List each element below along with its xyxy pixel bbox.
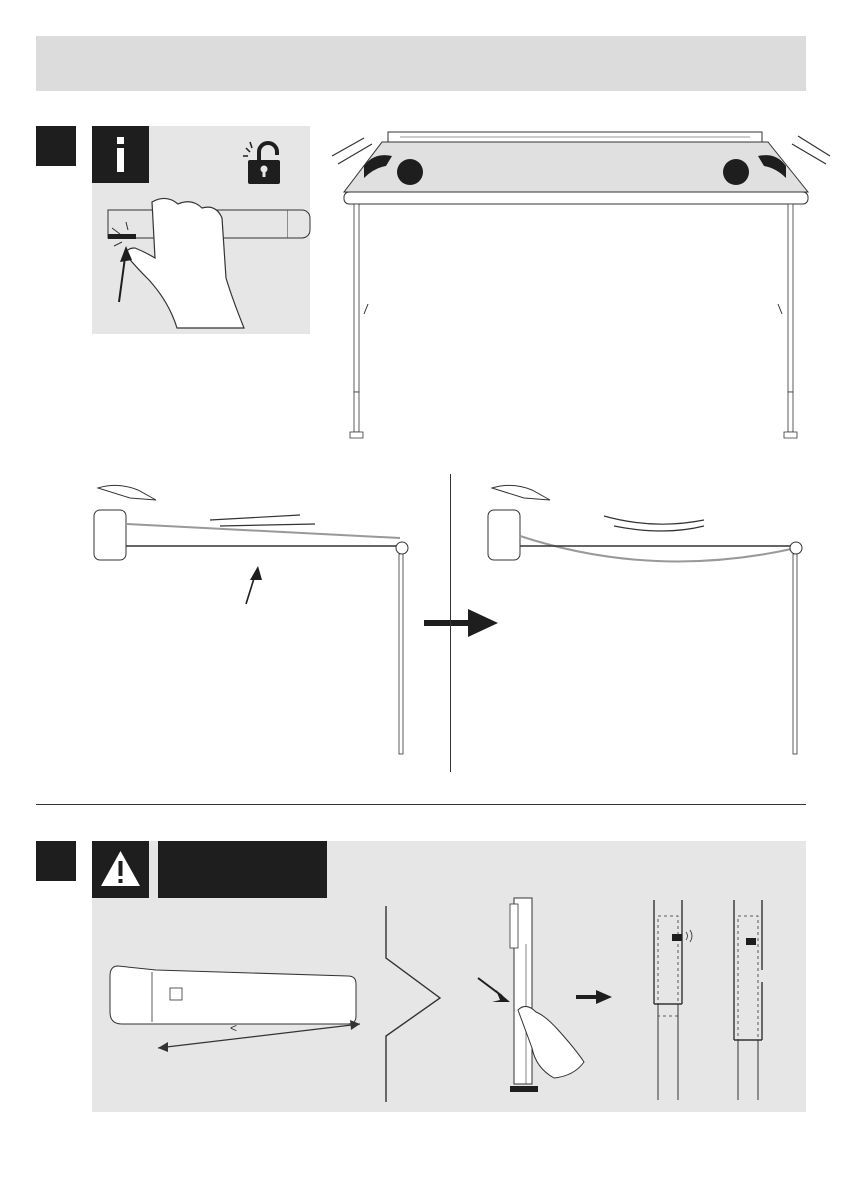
step-marker-left xyxy=(397,159,423,185)
step-one-marker xyxy=(36,126,76,166)
awning-front-view xyxy=(320,126,810,446)
awning-side-view-taut xyxy=(90,480,430,770)
support-leg-detail xyxy=(640,900,780,1106)
header-bar xyxy=(36,36,806,91)
step-marker-right xyxy=(723,159,749,185)
info-icon xyxy=(92,126,149,183)
awning-cassette xyxy=(104,960,364,1060)
support-leg-release xyxy=(470,894,590,1104)
warning-title xyxy=(158,841,327,898)
info-badge xyxy=(92,126,149,183)
unlock-icon xyxy=(240,138,286,188)
vertical-divider xyxy=(450,474,451,772)
arrow-detail-icon xyxy=(576,988,612,1006)
step-two-marker xyxy=(36,841,76,881)
svg-text:<: < xyxy=(230,1021,238,1035)
section-divider xyxy=(36,804,806,805)
warning-badge xyxy=(92,841,149,898)
length-break-line xyxy=(382,906,446,1102)
awning-side-view-sagging xyxy=(484,480,814,770)
warning-icon xyxy=(92,841,149,898)
hand-press-illustration xyxy=(92,190,310,334)
